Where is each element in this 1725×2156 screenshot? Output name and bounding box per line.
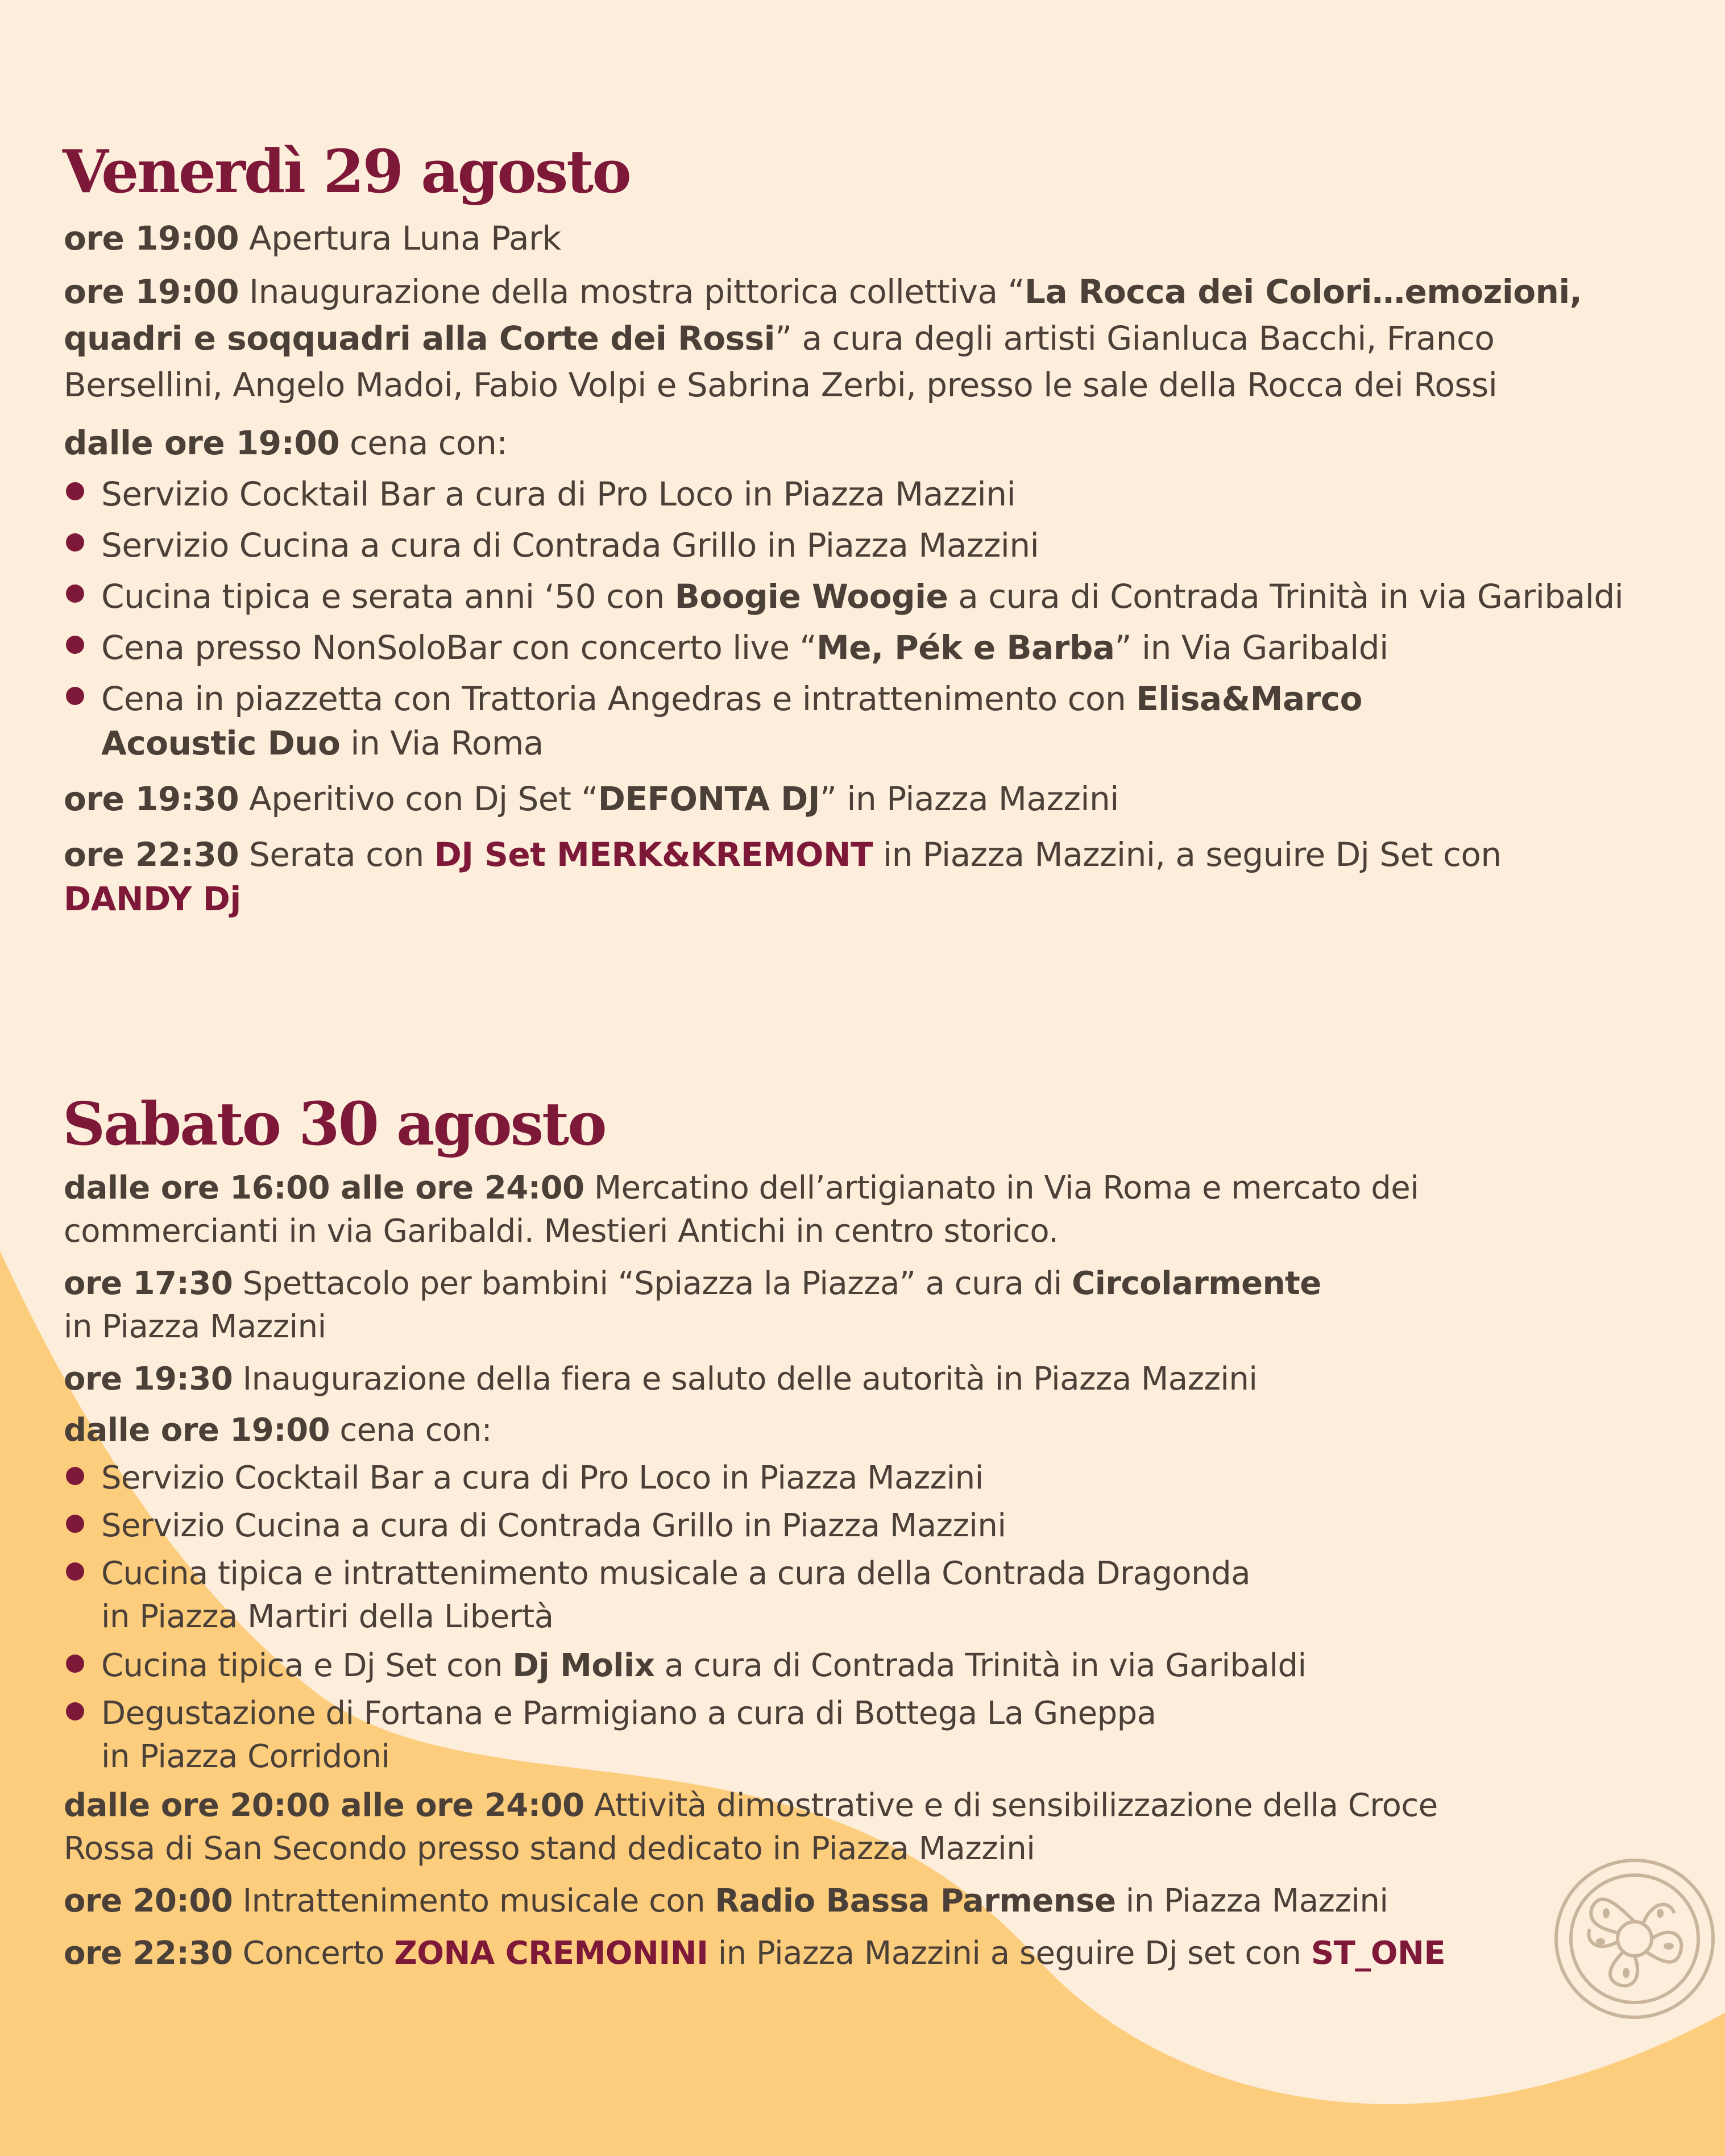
saturday-bullet-fortana: Degustazione di Fortana e Parmigiano a cura di Bottega La Gneppa: [101, 1695, 1156, 1732]
bullet-dot: [66, 1562, 84, 1581]
saturday-title: Sabato 30 agosto: [63, 1089, 606, 1159]
friday-line-cena: dalle ore 19:00 cena con:: [64, 424, 508, 462]
friday-line-aperitivo: ore 19:30 Aperitivo con Dj Set “DEFONTA DJ” in Piazza Mazzini: [64, 780, 1119, 818]
bullet-dot: [66, 687, 84, 705]
bullet-dot: [66, 1655, 84, 1673]
saturday-line-croce-rossa-2: Rossa di San Secondo presso stand dedicato in Piazza Mazzini: [64, 1830, 1035, 1867]
saturday-line-mercatino: dalle ore 16:00 alle ore 24:00 Mercatino dell’artigianato in Via Roma e mercato dei: [64, 1170, 1419, 1206]
bullet-dot: [66, 482, 84, 500]
saturday-line-croce-rossa: dalle ore 20:00 alle ore 24:00 Attività dimostrative e di sensibilizzazione della Croce: [64, 1787, 1438, 1824]
saturday-line-cena: dalle ore 19:00 cena con:: [64, 1412, 492, 1449]
friday-line-mostra: ore 19:00 Inaugurazione della mostra pittorica collettiva “La Rocca dei Colori…emozioni,: [64, 272, 1582, 311]
saturday-line-mercatino-2: commercianti in via Garibaldi. Mestieri Antichi in centro storico.: [64, 1213, 1059, 1250]
saturday-bullet-dragonda-2: in Piazza Martiri della Libertà: [101, 1598, 554, 1635]
saturday-bullet-molix: Cucina tipica e Dj Set con Dj Molix a cura di Contrada Trinità in via Garibaldi: [101, 1647, 1307, 1684]
friday-line-luna-park: ore 19:00 Apertura Luna Park: [64, 219, 561, 258]
bullet-dot: [66, 584, 84, 603]
friday-line-mostra-2: quadri e soqquadri alla Corte dei Rossi” a cura degli artisti Gianluca Bacchi, Franco: [64, 319, 1495, 358]
bullet-dot: [66, 1702, 84, 1720]
friday-bullet-boogie: Cucina tipica e serata anni ‘50 con Boogie Woogie a cura di Contrada Trinità in via Garibaldi: [101, 577, 1624, 616]
friday-title: Venerdì 29 agosto: [63, 136, 630, 206]
friday-bullet-cucina: Servizio Cucina a cura di Contrada Grillo in Piazza Mazzini: [101, 526, 1039, 565]
friday-bullet-angedras: Cena in piazzetta con Trattoria Angedras e intrattenimento con Elisa&Marco: [101, 679, 1362, 718]
friday-bullet-angedras-2: Acoustic Duo in Via Roma: [101, 724, 544, 762]
friday-bullet-nonsolobar: Cena presso NonSoloBar con concerto live “Me, Pék e Barba” in Via Garibaldi: [101, 628, 1388, 667]
friday-bullet-cocktail: Servizio Cocktail Bar a cura di Pro Loco in Piazza Mazzini: [101, 475, 1016, 513]
bullet-dot: [66, 636, 84, 654]
saturday-bullet-fortana-2: in Piazza Corridoni: [101, 1738, 390, 1775]
bullet-dot: [66, 1515, 84, 1533]
saturday-line-concerto: ore 22:30 Concerto ZONA CREMONINI in Piazza Mazzini a seguire Dj set con ST_ONE: [64, 1935, 1446, 1972]
tomato-slice-icon: [1552, 1856, 1717, 2021]
saturday-line-spettacolo-2: in Piazza Mazzini: [64, 1308, 326, 1345]
friday-line-mostra-3: Bersellini, Angelo Madoi, Fabio Volpi e Sabrina Zerbi, presso le sale della Rocca dei Rossi: [64, 366, 1498, 404]
saturday-line-inaugurazione: ore 19:30 Inaugurazione della fiera e saluto delle autorità in Piazza Mazzini: [64, 1361, 1258, 1398]
saturday-line-radio: ore 20:00 Intrattenimento musicale con Radio Bassa Parmense in Piazza Mazzini: [64, 1883, 1388, 1919]
saturday-bullet-dragonda: Cucina tipica e intrattenimento musicale a cura della Contrada Dragonda: [101, 1555, 1251, 1592]
bullet-dot: [66, 533, 84, 552]
saturday-line-spettacolo: ore 17:30 Spettacolo per bambini “Spiazza la Piazza” a cura di Circolarmente: [64, 1265, 1321, 1302]
friday-line-serata: ore 22:30 Serata con DJ Set MERK&KREMONT in Piazza Mazzini, a seguire Dj Set con: [64, 835, 1502, 874]
friday-line-dandy: DANDY Dj: [64, 880, 241, 918]
saturday-bullet-cocktail: Servizio Cocktail Bar a cura di Pro Loco in Piazza Mazzini: [101, 1460, 984, 1496]
saturday-bullet-cucina: Servizio Cucina a cura di Contrada Grillo in Piazza Mazzini: [101, 1507, 1006, 1544]
bullet-dot: [66, 1467, 84, 1485]
